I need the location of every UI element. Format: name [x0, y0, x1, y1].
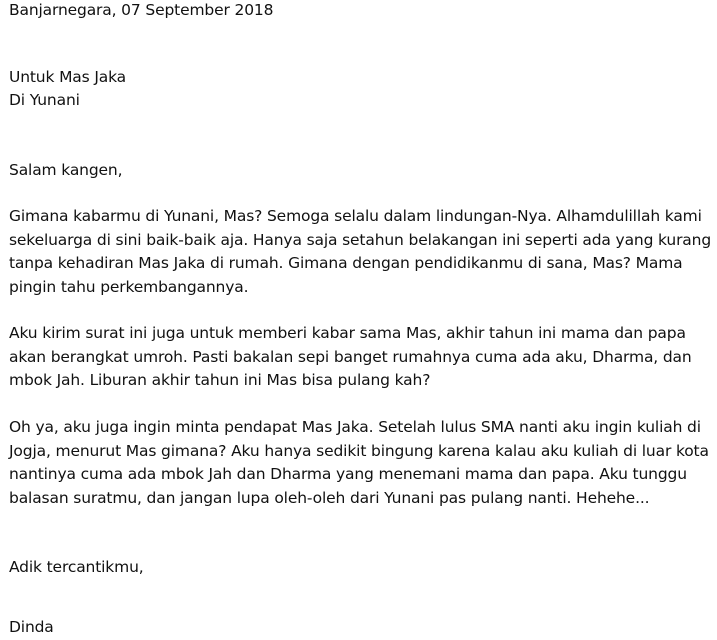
paragraph-line: Oh ya, aku juga ingin minta pendapat Mas Jaka. Setelah lulus SMA nanti aku ingin kuliah di — [9, 418, 701, 436]
paragraph-line: Gimana kabarmu di Yunani, Mas? Semoga selalu dalam lindungan-Nya. Alhamdulillah kami — [9, 207, 702, 225]
paragraph-line: akan berangkat umroh. Pasti bakalan sepi banget rumahnya cuma ada aku, Dharma, dan — [9, 347, 692, 366]
paragraph-line: balasan suratmu, dan jangan lupa oleh-oleh dari Yunani pas pulang nanti. Hehehe... — [9, 488, 650, 507]
paragraph-line: Jogja, menurut Mas gimana? Aku hanya sedikit bingung karena kalau aku kuliah di luar kota — [9, 441, 709, 460]
recipient-location: Di Yunani — [9, 91, 80, 109]
paragraph-1 — [9, 205, 711, 299]
paragraph-3 — [9, 416, 709, 510]
letter-date: Banjarnegara, 07 September 2018 — [9, 1, 274, 19]
paragraph-line: mbok Jah. Liburan akhir tahun ini Mas bisa pulang kah? — [9, 371, 431, 389]
recipient-name: Untuk Mas Jaka — [9, 68, 127, 86]
paragraph-line: tanpa kehadiran Mas Jaka di rumah. Gimana dengan pendidikanmu di sana, Mas? Mama — [9, 254, 683, 272]
paragraph-2 — [9, 322, 692, 393]
letter-closing: Adik tercantikmu, — [9, 558, 144, 576]
paragraph-line: Aku kirim surat ini juga untuk memberi kabar sama Mas, akhir tahun ini mama dan papa — [9, 324, 686, 342]
paragraph-line: sekeluarga di sini baik-baik aja. Hanya saja setahun belakangan ini seperti ada yang kurang — [9, 230, 712, 249]
paragraph-line: pingin tahu perkembangannya. — [9, 277, 249, 296]
letter-signature: Dinda — [9, 618, 54, 636]
letter-greeting: Salam kangen, — [9, 161, 123, 179]
paragraph-line: nantinya cuma ada mbok Jah dan Dharma yang menemani mama dan papa. Aku tunggu — [9, 465, 687, 483]
